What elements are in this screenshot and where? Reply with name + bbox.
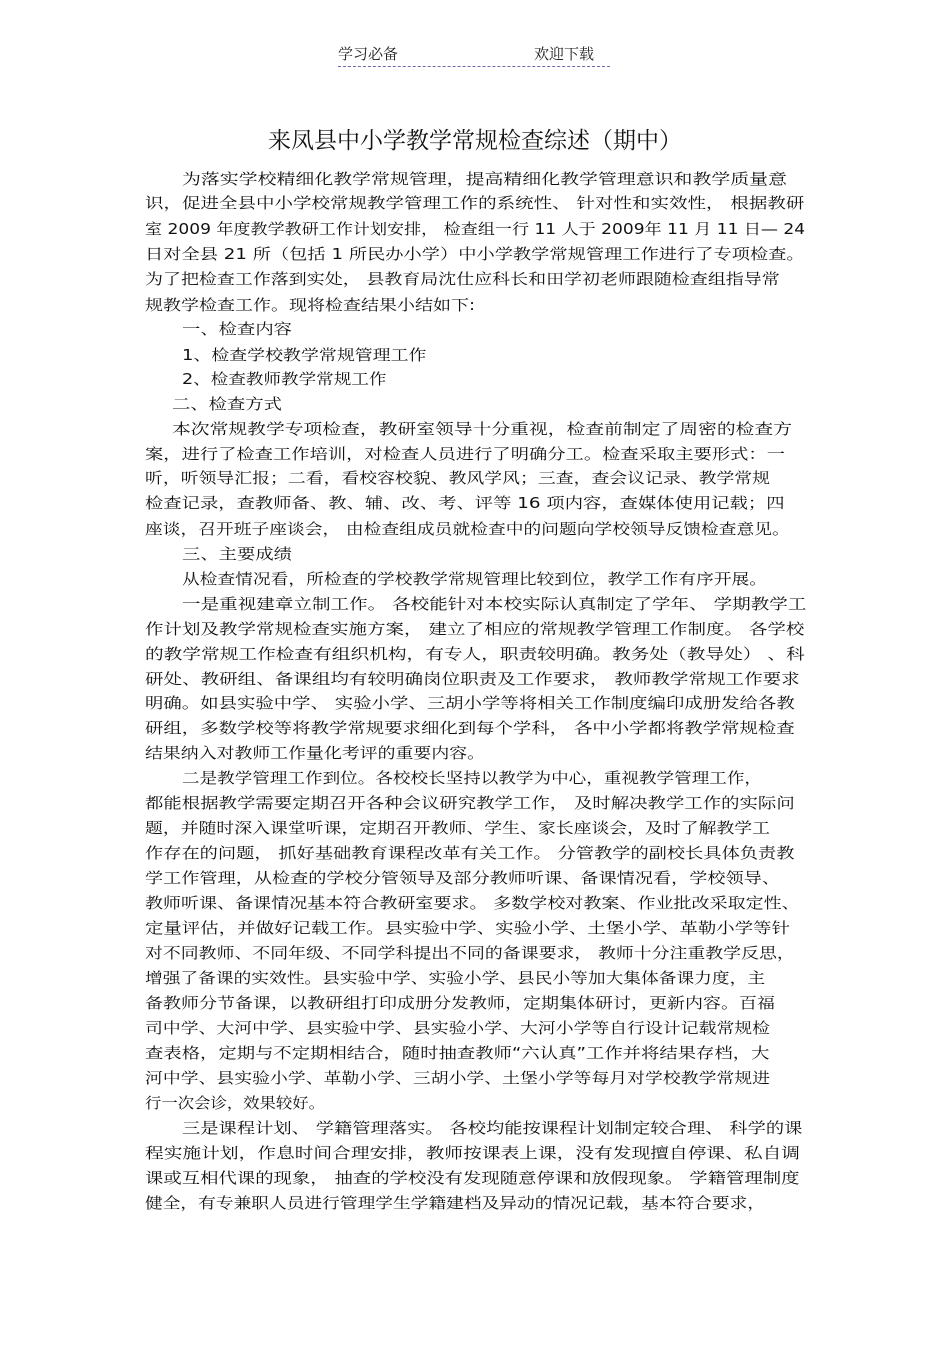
body-line: 二是教学管理工作到位。各校校长坚持以教学为中心，重视教学管理工作，	[182, 769, 763, 787]
body-line: 室 2009 年度教学教研工作计划安排， 检查组一行 11 人于 2009年 11 月 11 日— 24	[145, 220, 806, 238]
body-line: 作计划及教学常规检查实施方案， 建立了相应的常规教学管理工作制度。 各学校	[145, 620, 805, 638]
header-left-text: 学习必备	[338, 45, 399, 63]
body-line: 程实施计划，作息时间合理安排，教师按课表上课，没有发现擅自停课、私自调	[145, 1144, 801, 1162]
page-header	[338, 44, 610, 67]
body-line: 河中学、县实验小学、革勒小学、三胡小学、土堡小学等每月对学校教学常规进	[145, 1069, 771, 1087]
body-line: 明确。如县实验中学、 实验小学、三胡小学等将相关工作制度编印成册发给各教	[145, 694, 795, 712]
body-line: 的教学常规工作检查有组织机构，有专人，职责较明确。教务处（教导处） 、科	[145, 645, 805, 663]
body-line: 健全，有专兼职人员进行管理学生学籍建档及异动的情况记载，基本符合要求，	[145, 1194, 766, 1212]
body-line: 研处、教研组、备课组均有较明确岗位职责及工作要求， 教师教学常规工作要求	[145, 670, 800, 688]
body-line: 检查记录，查教师备、教、辅、改、考、评等 16 项内容，查媒体使用记载；四	[145, 494, 785, 512]
body-line: 学工作管理，从检查的学校分管领导及部分教师听课、备课情况看，学校领导、	[145, 869, 781, 887]
body-line: 增强了备课的实效性。县实验中学、实验小学、县民小等加大集体备课力度，主	[145, 969, 766, 987]
body-line: 为了把检查工作落到实处， 县教育局沈仕应科长和田学初老师跟随检查组指导常	[145, 270, 780, 288]
body-line: 从检查情况看，所检查的学校教学常规管理比较到位，教学工作有序开展。	[182, 570, 768, 588]
body-line: 为落实学校精细化教学常规管理，提高精细化教学管理意识和教学质量意	[182, 170, 788, 188]
body-line: 本次常规教学专项检查，教研室领导十分重视，检查前制定了周密的检查方	[172, 420, 793, 438]
body-line: 题，并随时深入课堂听课，定期召开教师、学生、家长座谈会，及时了解教学工	[145, 819, 771, 837]
body-line: 作存在的问题， 抓好基础教育课程改革有关工作。 分管教学的副校长具体负责教	[145, 844, 795, 862]
body-line: 1、检查学校教学常规管理工作	[182, 346, 427, 364]
body-line: 一、检查内容	[182, 320, 293, 338]
body-line: 研组，多数学校等将教学常规要求细化到每个学科， 各中小学都将教学常规检查	[145, 719, 795, 737]
body-line: 2、检查教师教学常规工作	[182, 370, 387, 388]
body-line: 座谈，召开班子座谈会， 由检查组成员就检查中的问题向学校领导反馈检查意见。	[145, 520, 790, 538]
body-line: 查表格，定期与不定期相结合，随时抽查教师“六认真”工作并将结果存档，大	[145, 1044, 770, 1062]
header-right-text: 欢迎下载	[534, 45, 595, 63]
body-line: 规教学检查工作。现将检查结果小结如下:	[145, 296, 476, 314]
body-line: 都能根据教学需要定期召开各种会议研究教学工作， 及时解决教学工作的实际问	[145, 794, 795, 812]
body-line: 教师听课、备课情况基本符合教研室要求。 多数学校对教案、作业批改采取定性、	[145, 894, 800, 912]
body-line: 案，进行了检查工作培训，对检查人员进行了明确分工。检查采取主要形式：一	[145, 445, 785, 463]
body-line: 二、检查方式	[172, 395, 283, 413]
body-line: 对不同教师、不同年级、不同学科提出不同的备课要求， 教师十分注重教学反思，	[145, 944, 795, 962]
body-line: 行一次会诊，效果较好。	[145, 1094, 326, 1112]
body-line: 备教师分节备课，以教研组打印成册分发教师，定期集体研讨，更新内容。百福	[145, 994, 776, 1012]
body-line: 听，听领导汇报；二看，看校容校貌、教风学风；三查，查会议记录、教学常规	[145, 469, 771, 487]
body-line: 一是重视建章立制工作。 各校能针对本校实际认真制定了学年、 学期教学工	[182, 595, 807, 613]
body-line: 定量评估，并做好记载工作。县实验中学、实验小学、土堡小学、革勒小学等针	[145, 919, 791, 937]
body-line: 识，促进全县中小学校常规教学管理工作的系统性、 针对性和实效性， 根据教研	[145, 194, 805, 212]
body-line: 课或互相代课的现象， 抽查的学校没有发现随意停课和放假现象。 学籍管理制度	[145, 1169, 800, 1187]
body-line: 日对全县 21 所（包括 1 所民办小学）中小学教学常规管理工作进行了专项检查。	[145, 245, 805, 263]
body-line: 司中学、大河中学、县实验中学、县实验小学、大河小学等自行设计记载常规检	[145, 1019, 771, 1037]
document-title: 来凤县中小学教学常规检查综述（期中）	[268, 128, 682, 154]
body-line: 三是课程计划、 学籍管理落实。 各校均能按课程计划制定较合理、 科学的课	[182, 1119, 803, 1137]
body-line: 三、主要成绩	[182, 545, 293, 563]
body-line: 结果纳入对教师工作量化考评的重要内容。	[145, 744, 486, 762]
